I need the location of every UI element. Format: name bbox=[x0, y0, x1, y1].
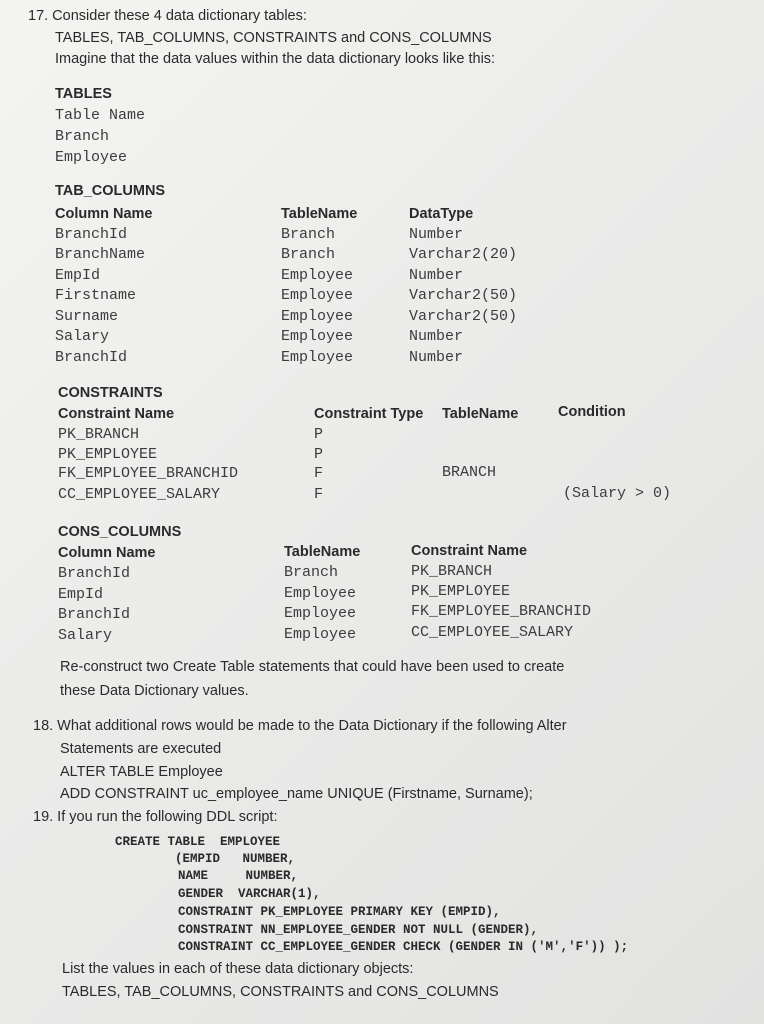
tab-columns-cell: Number bbox=[409, 226, 464, 243]
constraints-cell: (Salary > 0) bbox=[563, 485, 672, 502]
cons-columns-cell: CC_EMPLOYEE_SALARY bbox=[411, 624, 574, 641]
tab-columns-cell: Firstname bbox=[55, 287, 137, 304]
tab-columns-cell: Branch bbox=[281, 226, 336, 243]
tab-columns-cell: Employee bbox=[281, 328, 354, 345]
tab-columns-cell: Salary bbox=[55, 328, 110, 345]
cons-columns-title: CONS_COLUMNS bbox=[58, 524, 182, 540]
q17-reconstruct: these Data Dictionary values. bbox=[60, 683, 249, 699]
constraints-header: Constraint Name bbox=[58, 406, 175, 422]
constraints-cell: CC_EMPLOYEE_SALARY bbox=[58, 486, 221, 503]
constraints-cell: P bbox=[314, 426, 324, 443]
cons-columns-cell: Employee bbox=[284, 585, 357, 602]
tab-columns-cell: Employee bbox=[281, 267, 354, 284]
tables-cell: Branch bbox=[55, 128, 110, 145]
cons-columns-header: Column Name bbox=[58, 545, 156, 561]
constraints-cell: F bbox=[314, 465, 324, 482]
tab-columns-header: Column Name bbox=[55, 206, 153, 222]
q17-imagine: Imagine that the data values within the data dictionary looks like this: bbox=[55, 51, 496, 67]
cons-columns-cell: BranchId bbox=[58, 606, 131, 623]
tab-columns-cell: Employee bbox=[281, 349, 354, 366]
tables-title: TABLES bbox=[55, 86, 112, 102]
q18-text: ALTER TABLE Employee bbox=[60, 764, 223, 780]
constraints-cell: FK_EMPLOYEE_BRANCHID bbox=[58, 465, 239, 482]
tab-columns-cell: Branch bbox=[281, 246, 336, 263]
tables-cell: Employee bbox=[55, 149, 128, 166]
constraints-cell: PK_BRANCH bbox=[58, 426, 140, 443]
cons-columns-cell: PK_EMPLOYEE bbox=[411, 583, 511, 600]
q17-tables-list: TABLES, TAB_COLUMNS, CONSTRAINTS and CONS_COLUMNS bbox=[55, 30, 492, 46]
q18-text: ADD CONSTRAINT uc_employee_name UNIQUE (Firstname, Surname); bbox=[60, 786, 533, 802]
ddl-code-line: GENDER VARCHAR(1), bbox=[178, 887, 321, 901]
tab-columns-cell: BranchId bbox=[55, 226, 128, 243]
tab-columns-cell: Employee bbox=[281, 287, 354, 304]
tab-columns-cell: BranchName bbox=[55, 246, 146, 263]
constraints-cell: PK_EMPLOYEE bbox=[58, 446, 158, 463]
tables-cell: Table Name bbox=[55, 107, 146, 124]
cons-columns-cell: Employee bbox=[284, 626, 357, 643]
q19-heading: 19. If you run the following DDL script: bbox=[33, 809, 278, 825]
q19-objects: TABLES, TAB_COLUMNS, CONSTRAINTS and CONS_COLUMNS bbox=[62, 984, 499, 1000]
q18-text: Statements are executed bbox=[60, 741, 222, 757]
tab-columns-header: DataType bbox=[409, 206, 474, 222]
ddl-code-line: CONSTRAINT PK_EMPLOYEE PRIMARY KEY (EMPID), bbox=[178, 905, 501, 919]
constraints-header: Condition bbox=[558, 404, 626, 420]
cons-columns-cell: Employee bbox=[284, 605, 357, 622]
ddl-code-line: NAME NUMBER, bbox=[178, 869, 299, 883]
ddl-code-line: CONSTRAINT NN_EMPLOYEE_GENDER NOT NULL (GENDER), bbox=[178, 923, 539, 937]
cons-columns-cell: BranchId bbox=[58, 565, 131, 582]
tab-columns-cell: Number bbox=[409, 349, 464, 366]
tab-columns-cell: Employee bbox=[281, 308, 354, 325]
constraints-header: Constraint Type bbox=[314, 406, 424, 422]
constraints-cell: BRANCH bbox=[442, 464, 497, 481]
constraints-header: TableName bbox=[442, 406, 519, 422]
tab-columns-cell: Number bbox=[409, 267, 464, 284]
q19-list-values: List the values in each of these data dictionary objects: bbox=[62, 961, 414, 977]
tab-columns-cell: Number bbox=[409, 328, 464, 345]
constraints-cell: P bbox=[314, 446, 324, 463]
cons-columns-header: TableName bbox=[284, 544, 361, 560]
constraints-cell: F bbox=[314, 486, 324, 503]
tab-columns-header: TableName bbox=[281, 206, 358, 222]
q17-reconstruct: Re-construct two Create Table statements that could have been used to create bbox=[60, 659, 565, 675]
cons-columns-cell: Branch bbox=[284, 564, 339, 581]
cons-columns-cell: FK_EMPLOYEE_BRANCHID bbox=[411, 603, 592, 620]
tab-columns-cell: Varchar2(50) bbox=[409, 287, 518, 304]
ddl-code-line: (EMPID NUMBER, bbox=[175, 852, 296, 866]
tab-columns-cell: Surname bbox=[55, 308, 119, 325]
ddl-code-line: CREATE TABLE EMPLOYEE bbox=[115, 835, 281, 849]
tab-columns-title: TAB_COLUMNS bbox=[55, 183, 166, 199]
cons-columns-cell: Salary bbox=[58, 627, 113, 644]
cons-columns-header: Constraint Name bbox=[411, 543, 528, 559]
tab-columns-cell: BranchId bbox=[55, 349, 128, 366]
cons-columns-cell: PK_BRANCH bbox=[411, 563, 493, 580]
tab-columns-cell: Varchar2(50) bbox=[409, 308, 518, 325]
tab-columns-cell: Varchar2(20) bbox=[409, 246, 518, 263]
tab-columns-cell: EmpId bbox=[55, 267, 101, 284]
constraints-title: CONSTRAINTS bbox=[58, 385, 163, 401]
cons-columns-cell: EmpId bbox=[58, 586, 104, 603]
ddl-code-line: CONSTRAINT CC_EMPLOYEE_GENDER CHECK (GENDER IN ('M','F')) ); bbox=[178, 940, 629, 954]
q18-heading: 18. What additional rows would be made to the Data Dictionary if the following Alter bbox=[33, 718, 567, 734]
q17-heading: 17. Consider these 4 data dictionary tables: bbox=[28, 8, 307, 24]
